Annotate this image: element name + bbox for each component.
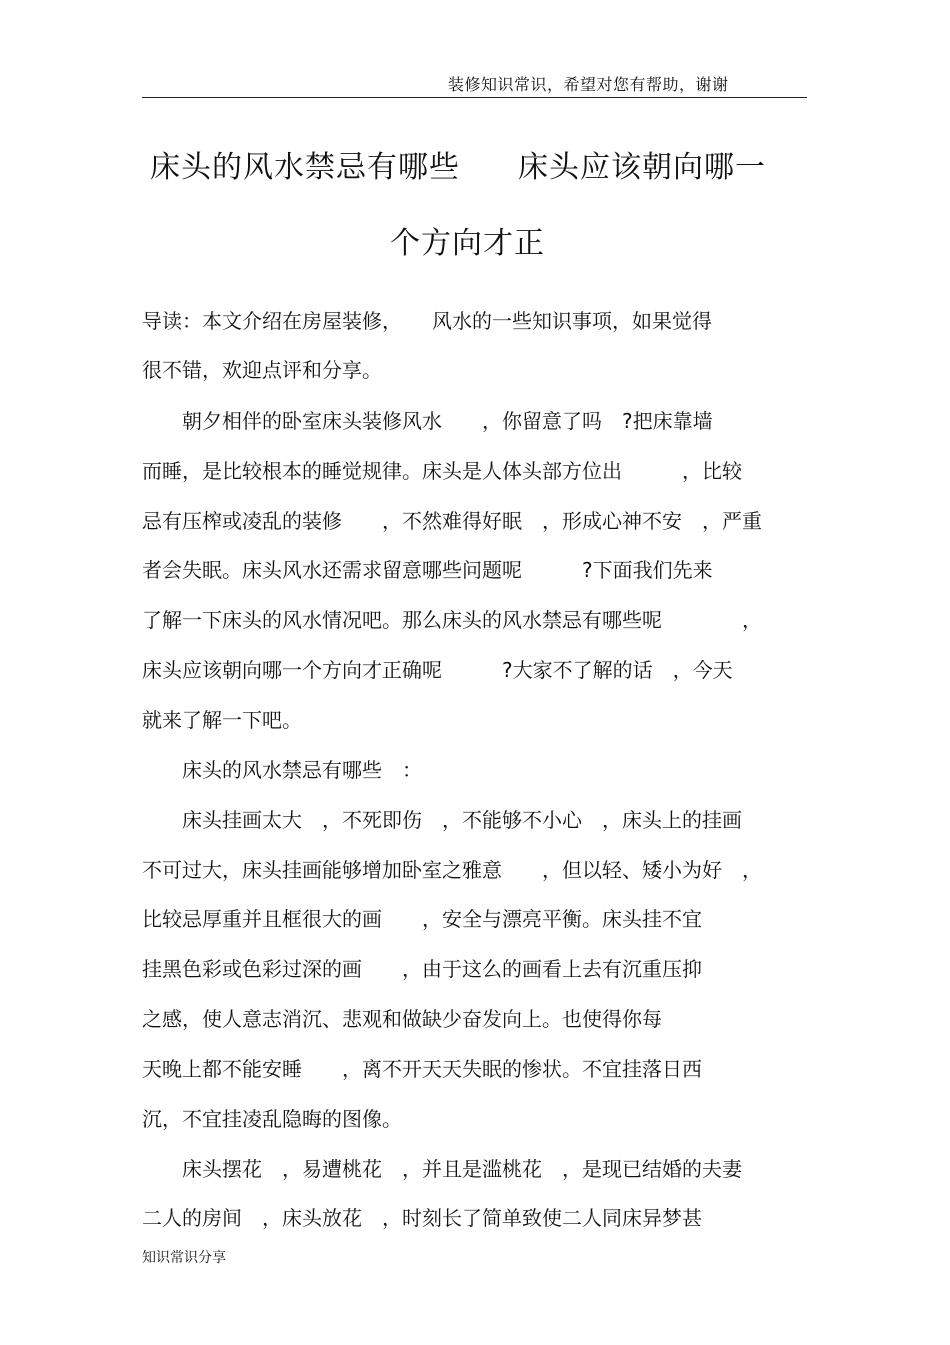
header-text: 装修知识常识，希望对您有帮助，谢谢: [448, 75, 729, 94]
body-line: 二人的房间 ，床头放花 ，时刻长了简单致使二人同床异梦甚: [142, 1206, 702, 1230]
title-part-1: 床头的风水禁忌有哪些: [150, 150, 460, 185]
body-line: 之感，使人意志消沉、悲观和做缺少奋发向上。也使得你每: [142, 1007, 662, 1031]
body-line: 床头挂画太大 ，不死即伤 ，不能够不小心 ，床头上的挂画: [142, 808, 742, 832]
body-line: 不可过大，床头挂画能够增加卧室之雅意 ，但以轻、矮小为好 ，: [142, 858, 762, 882]
body-line: 沉，不宜挂凌乱隐晦的图像。: [142, 1107, 402, 1131]
page-footer: 知识常识分享: [142, 1250, 226, 1266]
body-line: 床头的风水禁忌有哪些 ：: [142, 758, 422, 782]
body-line: 很不错，欢迎点评和分享。: [142, 358, 382, 382]
title-part-3: 个方向才正: [390, 226, 545, 261]
body-line: 而睡，是比较根本的睡觉规律。床头是人体头部方位出 ，比较: [142, 459, 742, 483]
body-line: 就来了解一下吧。: [142, 708, 302, 732]
title-part-2: 床头应该朝向哪一: [518, 150, 766, 185]
body-line: 者会失眠。床头风水还需求留意哪些问题呢 ?下面我们先来: [142, 558, 713, 582]
header-divider: [142, 97, 807, 98]
body-line: 天晚上都不能安睡 ，离不开天天失眠的惨状。不宜挂落日西: [142, 1057, 702, 1081]
body-line: 比较忌厚重并且框很大的画 ，安全与漂亮平衡。床头挂不宜: [142, 907, 702, 931]
body-line: 朝夕相伴的卧室床头装修风水 ，你留意了吗 ?把床靠墙: [142, 409, 713, 433]
body-line: 导读：本文介绍在房屋装修， 风水的一些知识事项，如果觉得: [142, 309, 712, 333]
body-line: 忌有压榨或凌乱的装修 ，不然难得好眠 ，形成心神不安 ，严重: [142, 509, 762, 533]
body-line: 床头应该朝向哪一个方向才正确呢 ?大家不了解的话 ，今天: [142, 658, 733, 682]
body-line: 床头摆花 ，易遭桃花 ，并且是滥桃花 ，是现已结婚的夫妻: [142, 1157, 742, 1181]
body-line: 挂黑色彩或色彩过深的画 ，由于这么的画看上去有沉重压抑: [142, 957, 702, 981]
body-line: 了解一下床头的风水情况吧。那么床头的风水禁忌有哪些呢 ，: [142, 608, 762, 632]
